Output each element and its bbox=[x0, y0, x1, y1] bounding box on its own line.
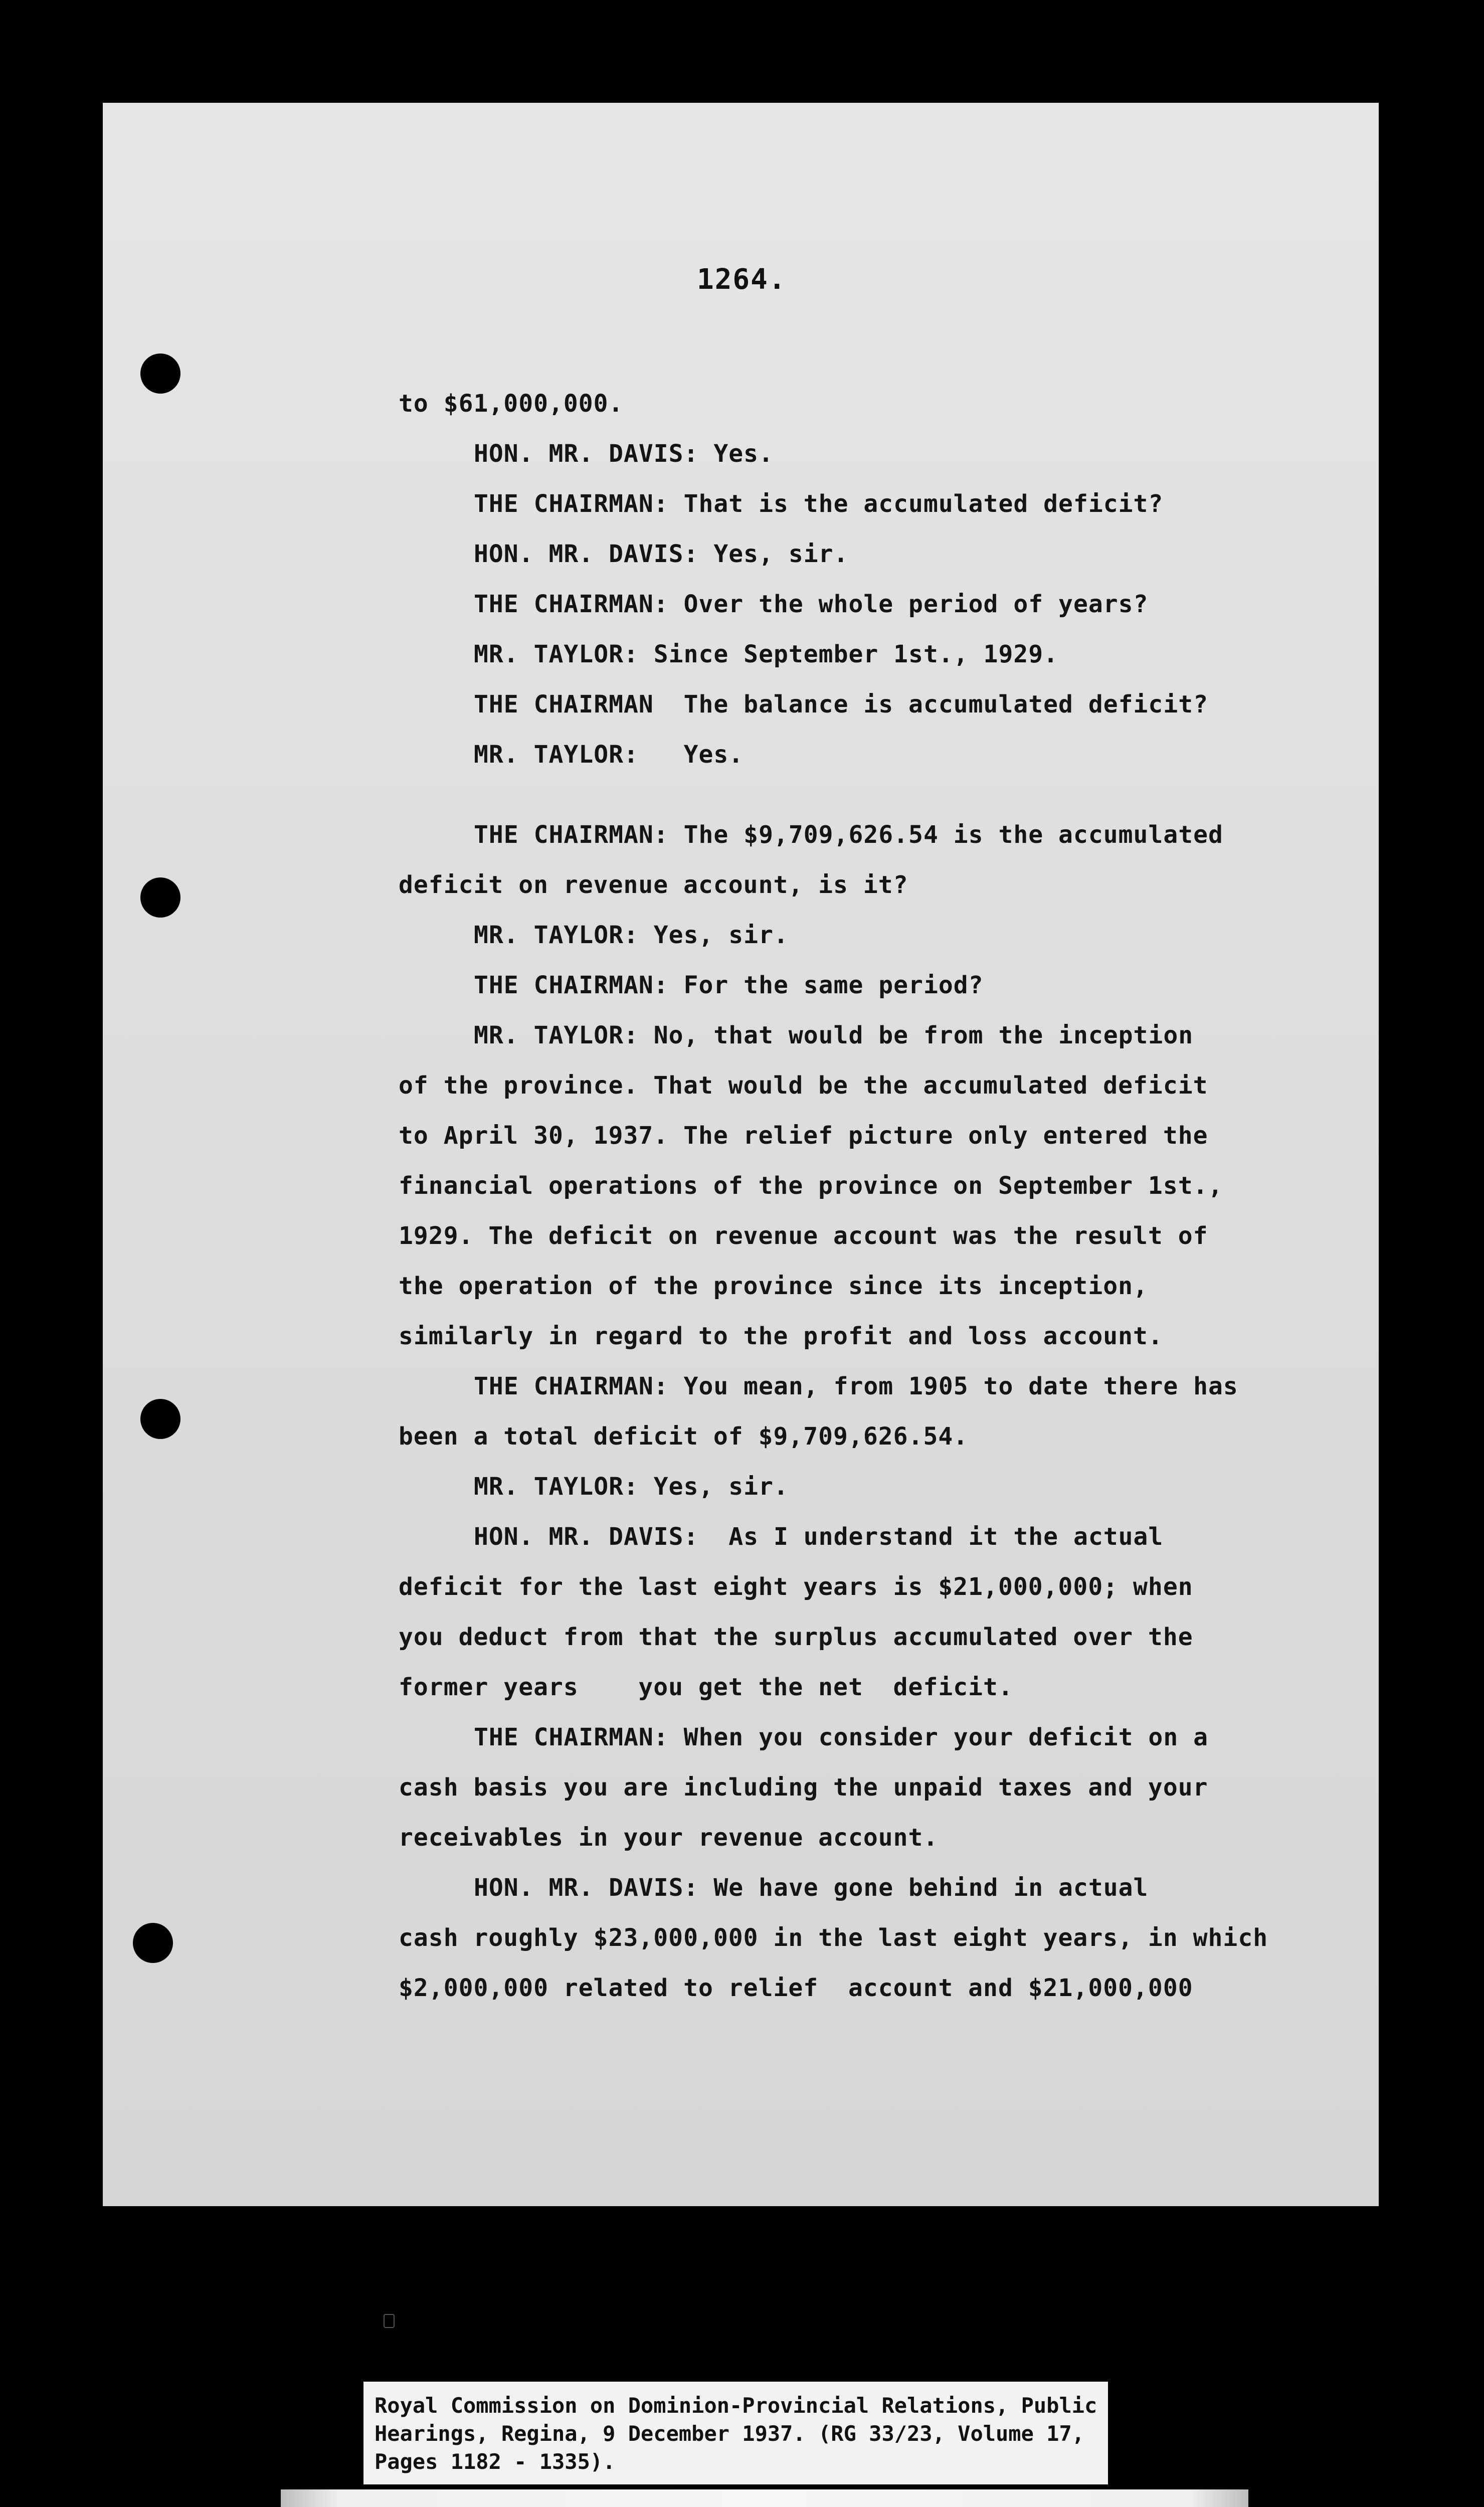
transcript-line: MR. TAYLOR: Yes, sir. bbox=[474, 1473, 789, 1501]
transcript-line: HON. MR. DAVIS: Yes. bbox=[474, 440, 774, 468]
archives-stamp bbox=[281, 2489, 1248, 2507]
transcript-line: THE CHAIRMAN: When you consider your deficit on a bbox=[474, 1723, 1209, 1751]
transcript-line: THE CHAIRMAN: You mean, from 1905 to date there has bbox=[474, 1372, 1238, 1400]
transcript-line: of the province. That would be the accumulated deficit bbox=[399, 1071, 1208, 1100]
transcript-line: HON. MR. DAVIS: We have gone behind in actual bbox=[474, 1874, 1149, 1902]
punch-hole bbox=[140, 877, 180, 918]
punch-hole bbox=[140, 1399, 180, 1439]
transcript-line: receivables in your revenue account. bbox=[399, 1824, 939, 1852]
transcript-line: to $61,000,000. bbox=[399, 390, 624, 418]
transcript-line: THE CHAIRMAN: That is the accumulated deficit? bbox=[474, 490, 1164, 518]
transcript-line: deficit for the last eight years is $21,000,000; when bbox=[399, 1573, 1193, 1601]
transcript-line: 1929. The deficit on revenue account was the result of bbox=[399, 1222, 1208, 1250]
caption-line: Hearings, Regina, 9 December 1937. (RG 33/23, Volume 17, bbox=[375, 2421, 1085, 2446]
transcript-line: THE CHAIRMAN: The $9,709,626.54 is the accumulated bbox=[474, 821, 1223, 849]
transcript-line: MR. TAYLOR: Since September 1st., 1929. bbox=[474, 640, 1059, 668]
transcript-line: THE CHAIRMAN The balance is accumulated deficit? bbox=[474, 690, 1209, 719]
punch-hole bbox=[140, 353, 180, 394]
page-number: 1264. bbox=[697, 263, 787, 296]
transcript-body bbox=[399, 389, 1311, 2023]
transcript-line: MR. TAYLOR: Yes. bbox=[474, 741, 744, 769]
transcript-line: HON. MR. DAVIS: As I understand it the actual bbox=[474, 1523, 1164, 1551]
transcript-line: you deduct from that the surplus accumulated over the bbox=[399, 1623, 1193, 1651]
archival-caption bbox=[363, 2382, 1108, 2484]
caption-line: Pages 1182 - 1335). bbox=[375, 2449, 616, 2474]
transcript-line: THE CHAIRMAN: Over the whole period of years? bbox=[474, 590, 1149, 618]
scan-artifact bbox=[384, 2314, 395, 2328]
transcript-line: $2,000,000 related to relief account and $21,000,000 bbox=[399, 1974, 1193, 2002]
transcript-line: financial operations of the province on September 1st., bbox=[399, 1172, 1223, 1200]
transcript-line: cash basis you are including the unpaid taxes and your bbox=[399, 1773, 1208, 1802]
transcript-line: cash roughly $23,000,000 in the last eight years, in which bbox=[399, 1924, 1268, 1952]
transcript-line: deficit on revenue account, is it? bbox=[399, 871, 908, 899]
transcript-line: MR. TAYLOR: Yes, sir. bbox=[474, 921, 789, 949]
caption-line: Royal Commission on Dominion-Provincial Relations, Public bbox=[375, 2393, 1097, 2418]
transcript-line: similarly in regard to the profit and loss account. bbox=[399, 1322, 1163, 1350]
transcript-line: HON. MR. DAVIS: Yes, sir. bbox=[474, 540, 849, 568]
punch-hole bbox=[133, 1923, 173, 1963]
transcript-line: to April 30, 1937. The relief picture only entered the bbox=[399, 1122, 1208, 1150]
transcript-line: THE CHAIRMAN: For the same period? bbox=[474, 971, 984, 999]
transcript-line: the operation of the province since its inception, bbox=[399, 1272, 1148, 1300]
transcript-line: MR. TAYLOR: No, that would be from the inception bbox=[474, 1021, 1194, 1049]
transcript-line: former years you get the net deficit. bbox=[399, 1673, 1013, 1701]
transcript-line: been a total deficit of $9,709,626.54. bbox=[399, 1422, 969, 1451]
